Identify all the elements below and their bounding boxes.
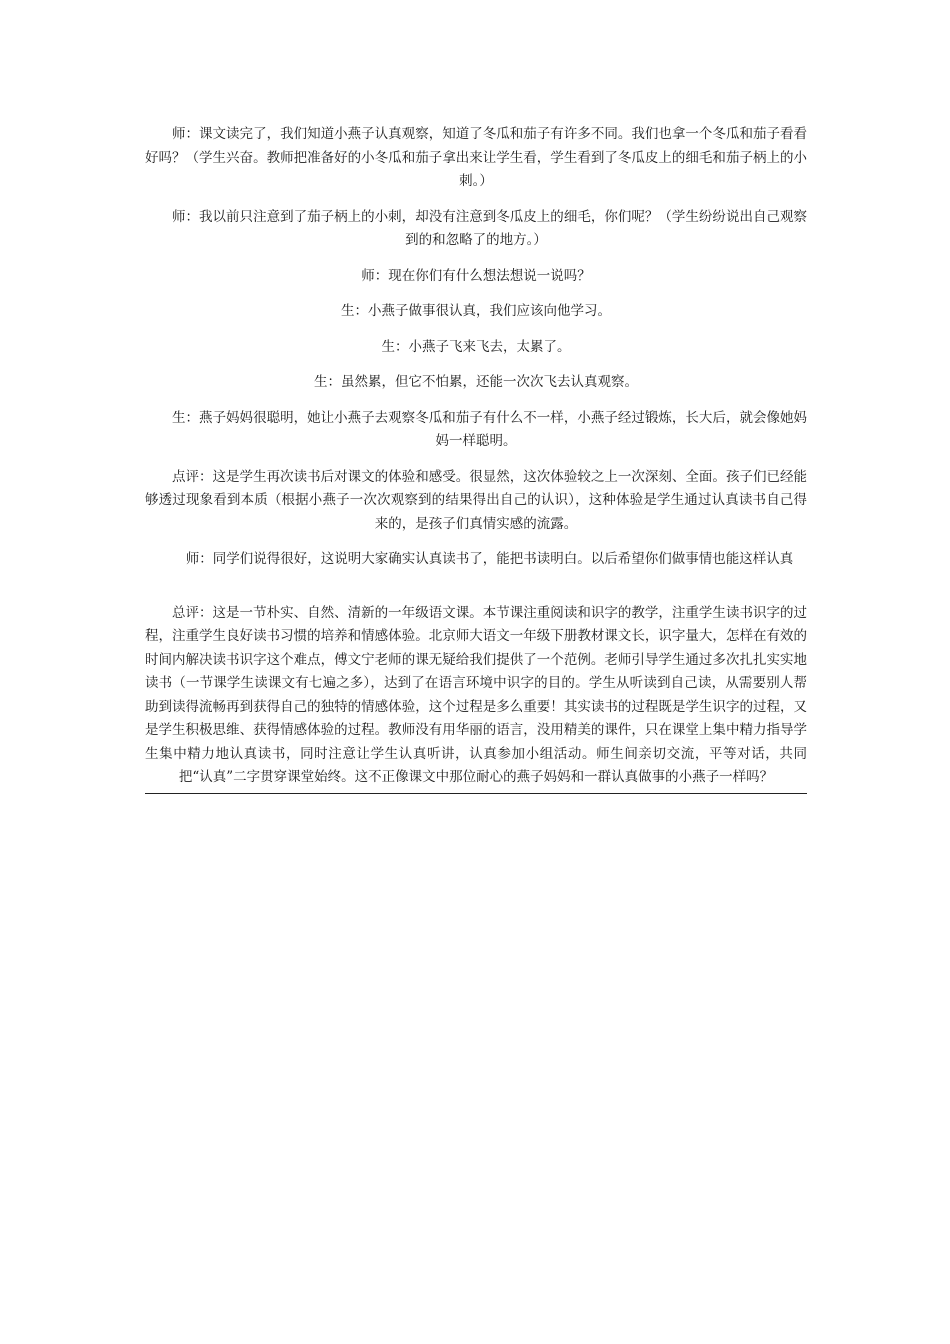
- paragraph-teacher-1: 师：课文读完了，我们知道小燕子认真观察，知道了冬瓜和茄子有许多不同。我们也拿一个冬瓜和茄子看看好吗？（学生兴奋。教师把准备好的小冬瓜和茄子拿出来让学生看，学生看到了冬瓜皮上的细毛和茄子柄上的小刺。）: [145, 126, 807, 189]
- paragraph-teacher-2: 师：我以前只注意到了茄子柄上的小刺，却没有注意到冬瓜皮上的细毛，你们呢？（学生纷纷说出自己观察到的和忽略了的地方。）: [172, 208, 807, 248]
- paragraph-student-1: 生：小燕子做事很认真，我们应该向他学习。: [341, 303, 611, 319]
- paragraph-comment: 点评：这是学生再次读书后对课文的体验和感受。很显然，这次体验较之上一次深刻、全面。孩子们已经能够透过现象看到本质（根据小燕子一次次观察到的结果得出自己的认识），这种体验是学生通过认真读书自己得来的，是孩子们真情实感的流露。: [145, 468, 807, 532]
- paragraph-teacher-3: 师：现在你们有什么想法想说一说吗？: [361, 267, 591, 284]
- paragraph-student-3: 生：虽然累，但它不怕累，还能一次次飞去认真观察。: [314, 374, 638, 390]
- document-page: [145, 123, 807, 794]
- paragraph-student-2: 生：小燕子飞来飞去，太累了。: [381, 338, 571, 355]
- paragraph-teacher-4: 师：同学们说得很好，这说明大家确实认真读书了，能把书读明白。以后希望你们做事情也能这样认真: [185, 551, 794, 567]
- summary-paragraph: 总评：这是一节朴实、自然、清新的一年级语文课。本节课注重阅读和识字的教学，注重学生读书识字的过程，注重学生良好读书习惯的培养和情感体验。北京师大语文一年级下册教材课文长，识字量大，怎样在有效的时间内解决读书识字这个难点，傅文宁老师的课无疑给我们提供了一个范例。老师引导学生通过多次扎扎实实地读书（一节课学生读课文有七遍之多），达到了在语言环境中识字的目的。学生从听读到自己读，从需要别人帮助到读得流畅再到获得自己的独特的情感体验，这个过程是多么重要！其实读书的过程既是学生识字的过程，又是学生积极思维、获得情感体验的过程。教师没有用华丽的语言，没用精美的课件，只在课堂上集中精力指导学生集中精力地认真读书，同时注意让学生认真听讲，认真参加小组活动。师生间亲切交流，平等对话，共同把“认真”二字贯穿课堂始终。这不正像课文中那位耐心的燕子妈妈和一群认真做事的小燕子一样吗？: [145, 602, 807, 794]
- paragraph-student-4: 生：燕子妈妈很聪明，她让小燕子去观察冬瓜和茄子有什么不一样，小燕子经过锻炼，长大后，就会像她妈妈一样聪明。: [172, 409, 807, 449]
